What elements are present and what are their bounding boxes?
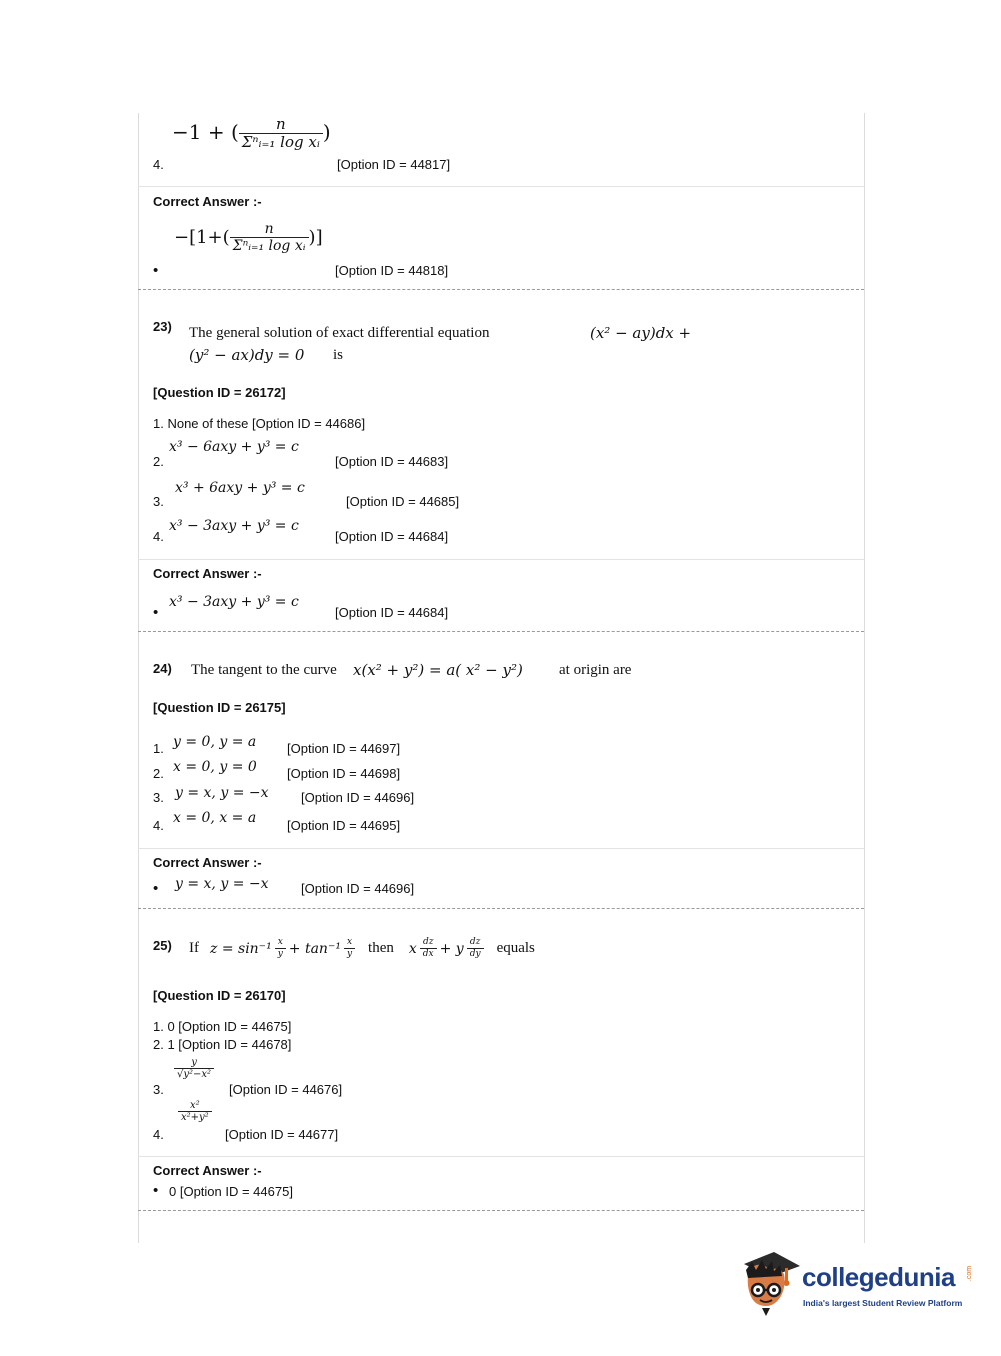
q23-option3-number: 3. (153, 494, 164, 509)
q25-fraction-x-over-y-2 (344, 938, 355, 959)
q25-fraction-dz-dy (467, 938, 484, 959)
q22-answer-suffix: )] (308, 227, 323, 249)
q24-option2-number: 2. (153, 766, 164, 781)
q22-option4-frac-num: n (275, 115, 286, 133)
answer-bullet: • (153, 1182, 159, 1199)
q25-frac3-den: dx (420, 948, 437, 959)
q22-answer-frac-den: Σⁿᵢ₌₁ log xᵢ (230, 237, 309, 254)
logo-tagline: India's largest Student Review Platform (803, 1298, 963, 1308)
q24-option2-id: [Option ID = 44698] (287, 766, 401, 781)
q24-answer-id: [Option ID = 44696] (301, 881, 415, 896)
q22-option4-fraction (239, 116, 323, 151)
q25-equals-word: equals (496, 940, 535, 957)
q25-frac2-num: x (346, 937, 353, 947)
q23-math-line1: (x² − ay)dx + (590, 324, 692, 342)
q22-answer-frac-num: n (264, 221, 274, 237)
q23-option2-math: x³ − 6axy + y³ = c (169, 439, 299, 455)
q22-option4-prefix: −1 + ( (172, 119, 239, 144)
q25-plus-tan: + tan⁻¹ (288, 940, 341, 957)
q23-option4-id: [Option ID = 44684] (335, 529, 449, 544)
question-separator (138, 1210, 864, 1211)
logo-com: .com (966, 1265, 974, 1282)
q22-option4-number: 4. (153, 157, 164, 172)
correct-answer-label: Correct Answer :- (153, 1163, 262, 1178)
q24-number: 24) (153, 661, 172, 676)
q25-option4-id: [Option ID = 44677] (225, 1127, 339, 1142)
q25-option3-frac-num: y (191, 1057, 197, 1068)
q22-answer-id: [Option ID = 44818] (335, 263, 449, 278)
q25-option3-math (174, 1057, 214, 1081)
q25-fraction-dz-dx (420, 938, 437, 959)
q25-option1: 1. 0 [Option ID = 44675] (153, 1019, 292, 1034)
q25-option4-number: 4. (153, 1127, 164, 1142)
q22-option4-suffix: ) (322, 119, 331, 144)
question-separator (138, 908, 864, 909)
q23-option2-id: [Option ID = 44683] (335, 454, 449, 469)
q25-option2: 2. 1 [Option ID = 44678] (153, 1037, 292, 1052)
q25-x-var: x (408, 940, 417, 957)
q25-if-word: If (189, 940, 199, 957)
answer-bullet: • (153, 262, 159, 279)
q25-option4-fraction (178, 1100, 212, 1124)
q22-answer-prefix: −[1+( (174, 227, 230, 249)
q23-text-line1: The general solution of exact differential equation (189, 325, 490, 341)
divider (138, 559, 864, 560)
q25-frac4-num: dz (469, 937, 481, 947)
q24-option4-number: 4. (153, 818, 164, 833)
q25-frac1-den: y (275, 948, 286, 959)
q25-question-id: [Question ID = 26170] (153, 988, 286, 1003)
q23-text-line2: is (333, 347, 344, 363)
q23-option1: 1. None of these [Option ID = 44686] (153, 416, 366, 431)
divider (138, 1156, 864, 1157)
correct-answer-label: Correct Answer :- (153, 855, 262, 870)
q24-question-id: [Question ID = 26175] (153, 700, 286, 715)
question-separator (138, 631, 864, 632)
collegedunia-logo[interactable] (740, 1250, 974, 1320)
q23-option2-number: 2. (153, 454, 164, 469)
q24-math: x(x² + y²) = a( x² − y²) (353, 661, 523, 679)
q25-option4-frac-den: x²+y² (178, 1111, 212, 1124)
question-separator (138, 289, 864, 290)
q24-option3-number: 3. (153, 790, 164, 805)
q22-option4-frac-den: Σⁿᵢ₌₁ log xᵢ (239, 133, 323, 151)
mascot-icon (740, 1250, 802, 1320)
q25-z-equation: z = sin⁻¹ (210, 940, 272, 957)
q23-math-line2: (y² − ax)dy = 0 (189, 346, 305, 364)
q24-option3-id: [Option ID = 44696] (301, 790, 415, 805)
answer-bullet: • (153, 604, 159, 621)
q23-question-id: [Question ID = 26172] (153, 385, 286, 400)
q24-answer-math: y = x, y = −x (175, 876, 269, 892)
q25-option4-frac-num: x² (190, 1100, 200, 1111)
q25-answer: 0 [Option ID = 44675] (169, 1184, 293, 1199)
q25-fraction-x-over-y (275, 938, 286, 959)
q24-text-end: at origin are (559, 662, 632, 678)
q23-option4-math: x³ − 3axy + y³ = c (169, 518, 299, 534)
q24-option1-id: [Option ID = 44697] (287, 741, 401, 756)
q25-frac2-den: y (344, 948, 355, 959)
q25-then-word: then (368, 940, 394, 957)
q25-option3-frac-den: √y²−x² (174, 1068, 214, 1081)
q25-frac3-num: dz (422, 937, 434, 947)
q25-plus-y: + y (439, 940, 464, 957)
q22-answer-math (174, 222, 323, 254)
q25-option3-fraction (174, 1057, 214, 1081)
q23-answer-math: x³ − 3axy + y³ = c (169, 594, 299, 610)
q23-option3-id: [Option ID = 44685] (346, 494, 460, 509)
correct-answer-label: Correct Answer :- (153, 566, 262, 581)
correct-answer-label: Correct Answer :- (153, 194, 262, 209)
q24-option4-math: x = 0, x = a (173, 810, 257, 826)
q22-option4-math (172, 116, 331, 151)
q23-option3-math: x³ + 6axy + y³ = c (175, 480, 305, 496)
q25-option3-id: [Option ID = 44676] (229, 1082, 343, 1097)
q22-answer-fraction (230, 222, 309, 254)
divider (138, 848, 864, 849)
q23-option4-number: 4. (153, 529, 164, 544)
q24-option2-math: x = 0, y = 0 (173, 759, 257, 775)
q25-frac1-num: x (277, 937, 283, 947)
q25-number: 25) (153, 938, 172, 953)
q22-option4-id: [Option ID = 44817] (337, 157, 451, 172)
q23-answer-id: [Option ID = 44684] (335, 605, 449, 620)
logo-name: collegedunia (802, 1262, 955, 1292)
q25-option4-math (178, 1100, 212, 1124)
q23-number: 23) (153, 319, 172, 334)
q24-option1-math: y = 0, y = a (173, 734, 257, 750)
q25-option3-number: 3. (153, 1082, 164, 1097)
q24-text: The tangent to the curve (191, 662, 337, 678)
divider (138, 186, 864, 187)
answer-bullet: • (153, 880, 159, 897)
q24-option1-number: 1. (153, 741, 164, 756)
q24-option3-math: y = x, y = −x (175, 785, 269, 801)
q25-question-math (189, 938, 535, 959)
q25-frac4-den: dy (467, 948, 484, 959)
q24-option4-id: [Option ID = 44695] (287, 818, 401, 833)
